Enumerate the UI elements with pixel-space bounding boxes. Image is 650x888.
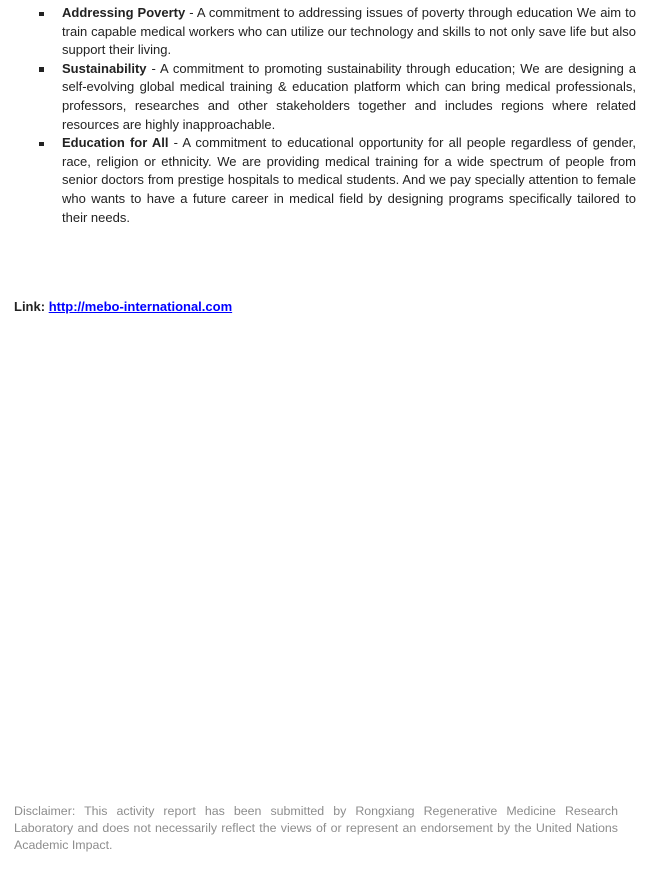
bullet-paragraph (62, 60, 636, 134)
bullet-paragraph (62, 4, 636, 60)
bullet-body: - A commitment to addressing issues of poverty through education We aim to train capable medical workers who can utilize our technology and skills to not only save life but also support their living. (62, 5, 636, 58)
list-item (14, 4, 636, 60)
link-label: Link: (14, 299, 46, 314)
bullet-title: Addressing Poverty (62, 5, 186, 20)
bullet-body: - A commitment to educational opportunity for all people regardless of gender, race, religion or ethnicity. We are providing medical training for a wide spectrum of people from senior doctors from prestige hospitals to medical students. And we pay specially attention to female who wants to have a future career in medical field by designing programs specifically tailored to their needs. (62, 135, 636, 225)
bullet-square-icon (39, 142, 44, 147)
bullet-square-icon (39, 67, 44, 72)
list-item (14, 60, 636, 134)
disclaimer-text: Disclaimer: This activity report has been submitted by Rongxiang Regenerative Medicine Research Laboratory and does not necessarily reflect the views of or represent an endorsement by the United Nations Academic Impact. (14, 804, 618, 852)
bullet-title: Sustainability (62, 60, 147, 76)
link-row (14, 298, 232, 317)
list-item (14, 134, 636, 227)
bullet-title: Education for All (62, 135, 169, 151)
bullet-list (14, 4, 636, 227)
bullet-paragraph (62, 134, 636, 227)
bullet-body: - A commitment to promoting sustainability through education; We are designing a self-evolving global medical training & education platform which can bring medical professionals, professors, researches and other stakeholders together and includes regions where related resources are highly inapproachable. (62, 60, 636, 132)
bullet-square-icon (39, 12, 44, 17)
mebo-international-link[interactable]: http://mebo-international.com (48, 299, 233, 314)
